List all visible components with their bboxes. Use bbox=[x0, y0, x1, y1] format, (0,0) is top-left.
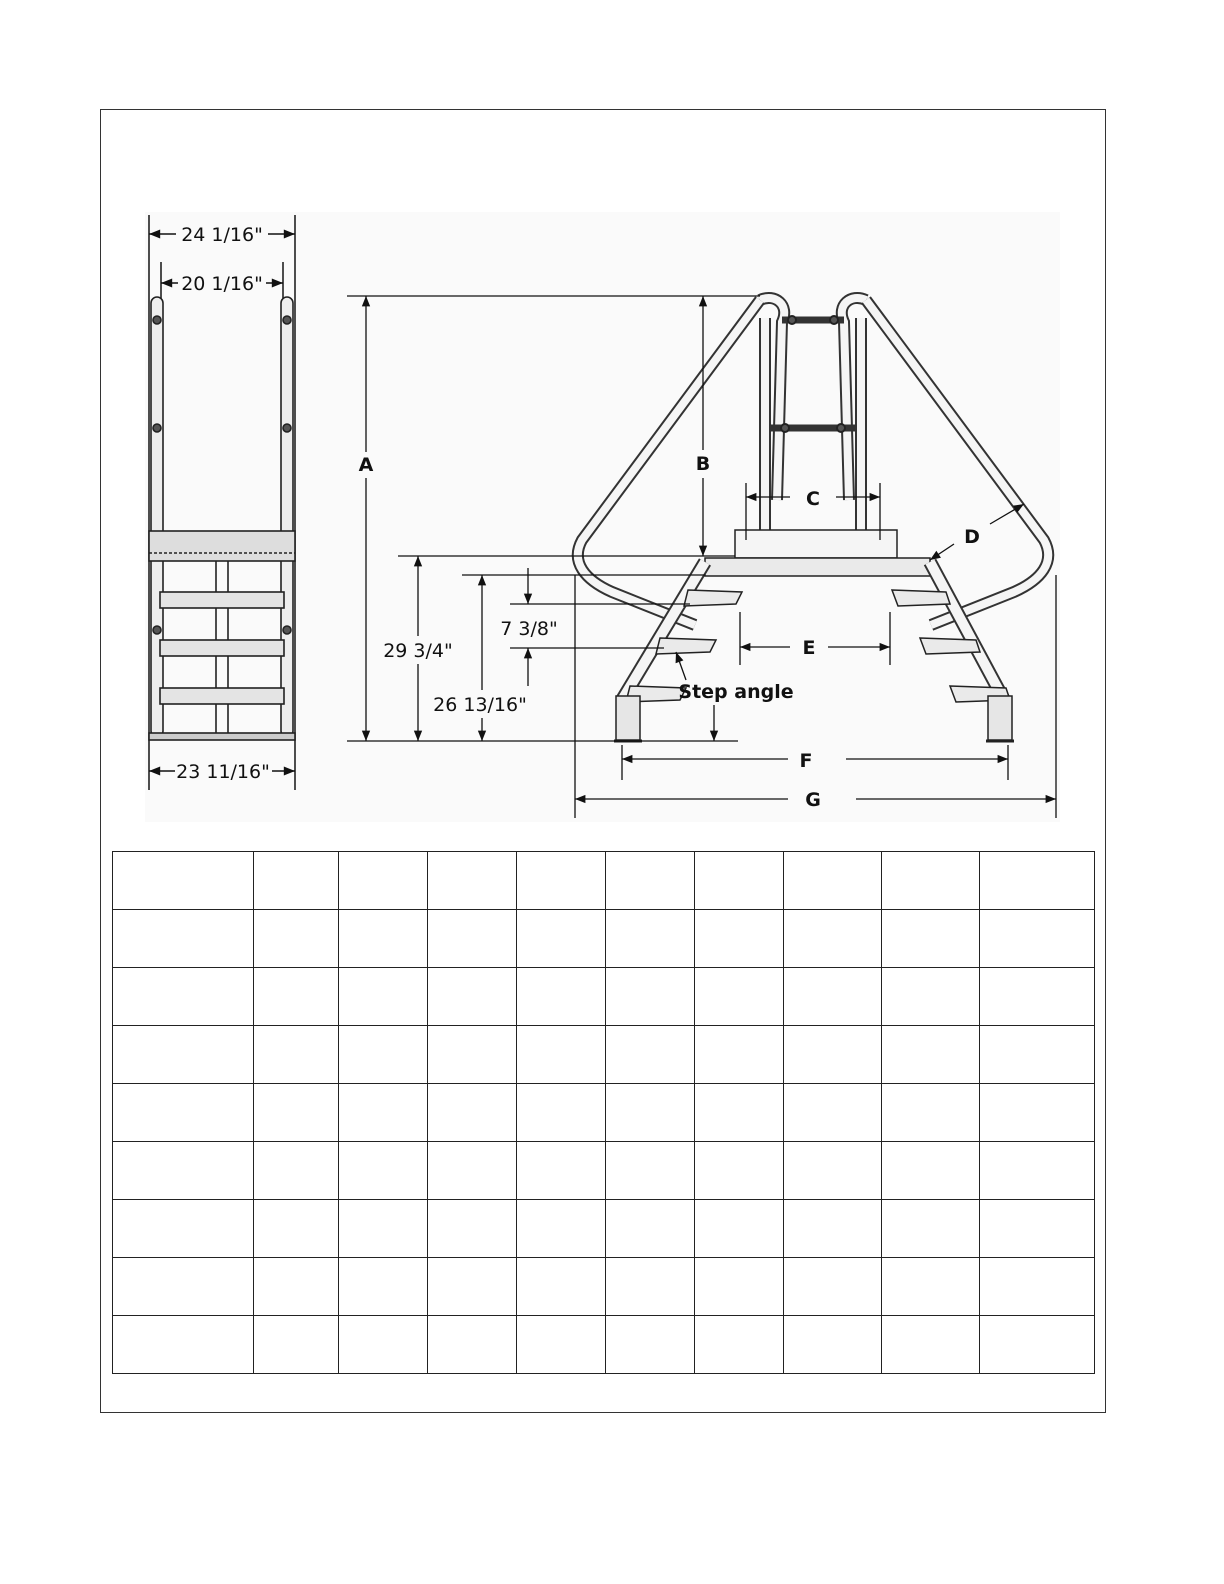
dim-label-c: C bbox=[806, 488, 820, 510]
table-cell bbox=[606, 1200, 695, 1258]
table-cell bbox=[517, 1084, 606, 1142]
table-cell bbox=[606, 1026, 695, 1084]
dim-label-e: E bbox=[802, 637, 816, 659]
table-cell bbox=[980, 1084, 1095, 1142]
table-cell bbox=[428, 1026, 517, 1084]
table-cell bbox=[339, 1258, 428, 1316]
table-cell bbox=[254, 1258, 339, 1316]
step-rise: 7 3/8" bbox=[500, 618, 558, 640]
table-cell bbox=[517, 968, 606, 1026]
table-cell bbox=[882, 1200, 980, 1258]
table-cell bbox=[606, 910, 695, 968]
table-row bbox=[113, 968, 1095, 1026]
table-cell bbox=[339, 1084, 428, 1142]
table-row bbox=[113, 1258, 1095, 1316]
side-inner-width: 20 1/16" bbox=[181, 273, 263, 295]
table-cell bbox=[517, 1200, 606, 1258]
table-cell bbox=[695, 1026, 784, 1084]
table-cell bbox=[882, 1142, 980, 1200]
table-cell bbox=[254, 1026, 339, 1084]
table-cell bbox=[339, 1142, 428, 1200]
table-cell bbox=[339, 1316, 428, 1374]
table-row bbox=[113, 1142, 1095, 1200]
dim-label-a: A bbox=[358, 454, 374, 476]
table-cell bbox=[113, 1084, 254, 1142]
table-cell bbox=[606, 1316, 695, 1374]
table-cell bbox=[428, 1084, 517, 1142]
table-cell bbox=[428, 1316, 517, 1374]
table-cell bbox=[254, 1142, 339, 1200]
dim-label-f: F bbox=[799, 750, 813, 772]
table-cell bbox=[784, 968, 882, 1026]
table-cell bbox=[428, 852, 517, 910]
table-cell bbox=[339, 1026, 428, 1084]
table-cell bbox=[254, 910, 339, 968]
table-cell bbox=[339, 968, 428, 1026]
table-cell bbox=[517, 1142, 606, 1200]
table-cell bbox=[428, 910, 517, 968]
table-cell bbox=[113, 1316, 254, 1374]
table-cell bbox=[882, 1258, 980, 1316]
table-cell bbox=[428, 1142, 517, 1200]
table-cell bbox=[980, 852, 1095, 910]
table-cell bbox=[428, 968, 517, 1026]
table-cell bbox=[695, 910, 784, 968]
table-cell bbox=[517, 1316, 606, 1374]
table-cell bbox=[428, 1258, 517, 1316]
table-cell bbox=[784, 1258, 882, 1316]
table-row bbox=[113, 1026, 1095, 1084]
table-cell bbox=[882, 968, 980, 1026]
top-step-height: 26 13/16" bbox=[433, 694, 527, 716]
platform-height: 29 3/4" bbox=[383, 640, 453, 662]
table-cell bbox=[695, 968, 784, 1026]
table-cell bbox=[428, 1200, 517, 1258]
table-cell bbox=[882, 910, 980, 968]
table-cell bbox=[517, 910, 606, 968]
table-cell bbox=[254, 1200, 339, 1258]
side-bottom-width: 23 11/16" bbox=[176, 761, 270, 783]
table-cell bbox=[695, 852, 784, 910]
table-cell bbox=[339, 852, 428, 910]
step-angle-label: Step angle bbox=[678, 681, 794, 703]
table-cell bbox=[606, 1258, 695, 1316]
table-cell bbox=[254, 968, 339, 1026]
table-cell bbox=[980, 910, 1095, 968]
table-row bbox=[113, 910, 1095, 968]
table-cell bbox=[339, 1200, 428, 1258]
table-cell bbox=[113, 1258, 254, 1316]
table-cell bbox=[784, 1084, 882, 1142]
table-cell bbox=[695, 1258, 784, 1316]
table-cell bbox=[882, 1026, 980, 1084]
table-cell bbox=[517, 1026, 606, 1084]
table-cell bbox=[113, 968, 254, 1026]
table-row bbox=[113, 852, 1095, 910]
table-cell bbox=[113, 910, 254, 968]
table-cell bbox=[695, 1316, 784, 1374]
table-cell bbox=[339, 910, 428, 968]
dim-label-d: D bbox=[964, 526, 980, 548]
table-cell bbox=[784, 1200, 882, 1258]
table-cell bbox=[606, 1084, 695, 1142]
table-cell bbox=[784, 1026, 882, 1084]
table-cell bbox=[113, 1026, 254, 1084]
table-cell bbox=[980, 1142, 1095, 1200]
table-cell bbox=[882, 1084, 980, 1142]
table-cell bbox=[113, 1142, 254, 1200]
table-cell bbox=[980, 1200, 1095, 1258]
table-cell bbox=[695, 1200, 784, 1258]
table-cell bbox=[784, 1142, 882, 1200]
dim-label-b: B bbox=[695, 453, 711, 475]
table-cell bbox=[517, 852, 606, 910]
table-cell bbox=[113, 852, 254, 910]
table-cell bbox=[695, 1084, 784, 1142]
table-cell bbox=[695, 1142, 784, 1200]
table-cell bbox=[980, 1258, 1095, 1316]
table-cell bbox=[113, 1200, 254, 1258]
table-cell bbox=[254, 1316, 339, 1374]
table-cell bbox=[254, 852, 339, 910]
spec-table bbox=[112, 851, 1095, 1374]
table-cell bbox=[606, 1142, 695, 1200]
table-row bbox=[113, 1316, 1095, 1374]
dim-label-g: G bbox=[805, 789, 821, 811]
table-cell bbox=[882, 852, 980, 910]
table-cell bbox=[784, 852, 882, 910]
table-cell bbox=[784, 910, 882, 968]
table-cell bbox=[980, 968, 1095, 1026]
table-cell bbox=[980, 1316, 1095, 1374]
table-cell bbox=[882, 1316, 980, 1374]
side-top-width: 24 1/16" bbox=[181, 224, 263, 246]
table-cell bbox=[517, 1258, 606, 1316]
table-cell bbox=[606, 852, 695, 910]
table-cell bbox=[606, 968, 695, 1026]
table-cell bbox=[784, 1316, 882, 1374]
table-row bbox=[113, 1200, 1095, 1258]
table-row bbox=[113, 1084, 1095, 1142]
table-cell bbox=[980, 1026, 1095, 1084]
table-cell bbox=[254, 1084, 339, 1142]
